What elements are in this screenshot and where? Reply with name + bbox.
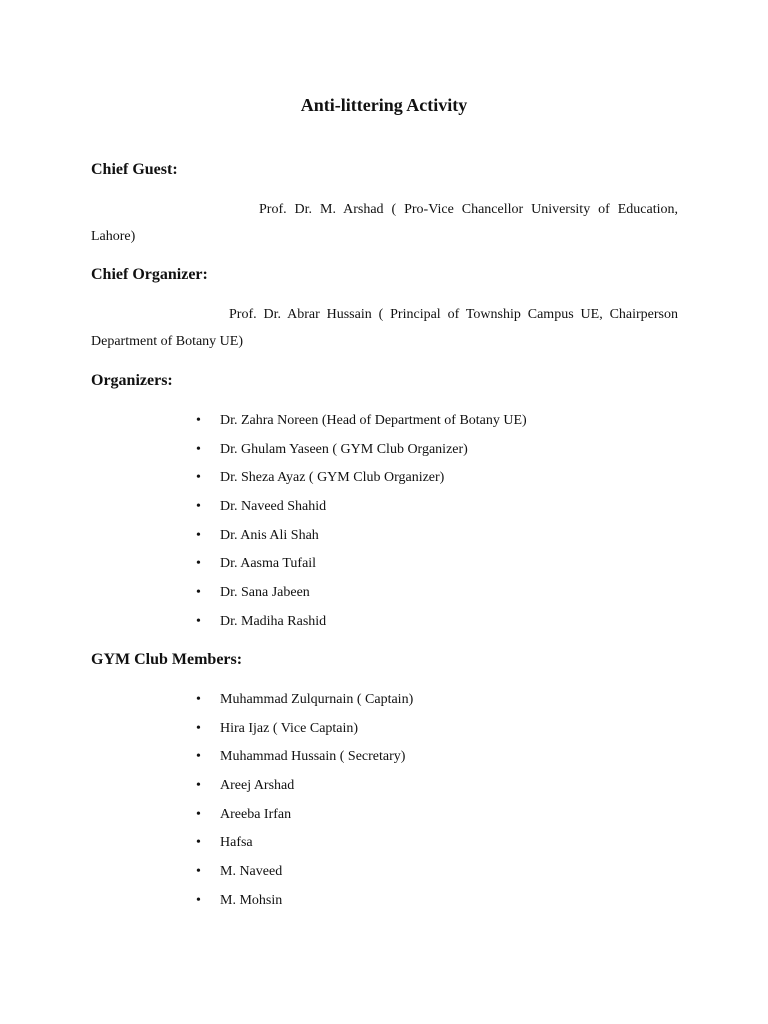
gym-club-members-list [0,691,768,921]
list-item-text: Dr. Naveed Shahid [220,499,327,515]
bullet-icon: • [196,441,201,457]
list-item-text: Areej Arshad [220,778,295,794]
bullet-icon: • [196,720,201,736]
list-item [0,748,768,777]
bullet-icon: • [196,585,201,601]
chief-organizer-paragraph [91,301,678,355]
list-item [0,412,768,441]
bullet-icon: • [196,749,201,765]
list-item [0,527,768,556]
list-item [0,892,768,921]
list-item-text: Hafsa [220,835,253,851]
organizers-heading: Organizers: [91,372,173,389]
list-item-text: Dr. Sheza Ayaz ( GYM Club Organizer) [220,470,445,486]
bullet-icon: • [196,892,201,908]
list-item-text: Dr. Aasma Tufail [220,556,317,572]
list-item [0,441,768,470]
list-item-text: Dr. Sana Jabeen [220,585,310,601]
list-item [0,834,768,863]
chief-guest-line-2: Lahore) [91,229,136,244]
list-item [0,720,768,749]
bullet-icon: • [196,835,201,851]
list-item [0,777,768,806]
bullet-icon: • [196,470,201,486]
list-item [0,584,768,613]
organizers-list [0,412,768,642]
list-item-text: Hira Ijaz ( Vice Captain) [220,720,359,736]
list-item-text: M. Naveed [220,864,283,880]
bullet-icon: • [196,613,201,629]
list-item [0,613,768,642]
list-item [0,469,768,498]
bullet-icon: • [196,778,201,794]
list-item [0,555,768,584]
document-title: Anti-littering Activity [300,95,468,115]
chief-guest-line-1: Prof. Dr. M. Arshad ( Pro-Vice Chancellor University of Education, [259,202,678,217]
list-item-text: Areeba Irfan [220,806,292,822]
list-item-text: Muhammad Zulqurnain ( Captain) [220,692,414,707]
bullet-icon: • [196,806,201,822]
bullet-icon: • [196,413,201,428]
gym-club-members-heading: GYM Club Members: [91,651,243,668]
chief-organizer-line-2: Department of Botany UE) [91,334,244,349]
list-item [0,863,768,892]
chief-guest-paragraph [91,196,678,250]
list-item [0,691,768,720]
list-item [0,498,768,527]
list-item-text: Dr. Zahra Noreen (Head of Department of Botany UE) [220,413,527,428]
bullet-icon: • [196,499,201,515]
list-item-text: Dr. Anis Ali Shah [220,527,319,543]
list-item [0,806,768,835]
bullet-icon: • [196,864,201,880]
chief-organizer-line-1: Prof. Dr. Abrar Hussain ( Principal of Township Campus UE, Chairperson [229,307,678,322]
list-item-text: Dr. Madiha Rashid [220,613,327,629]
bullet-icon: • [196,527,201,543]
bullet-icon: • [196,692,201,707]
list-item-text: Muhammad Hussain ( Secretary) [220,749,406,765]
chief-guest-heading: Chief Guest: [91,161,178,178]
list-item-text: M. Mohsin [220,892,283,908]
chief-organizer-heading: Chief Organizer: [91,266,208,283]
bullet-icon: • [196,556,201,572]
list-item-text: Dr. Ghulam Yaseen ( GYM Club Organizer) [220,441,468,457]
